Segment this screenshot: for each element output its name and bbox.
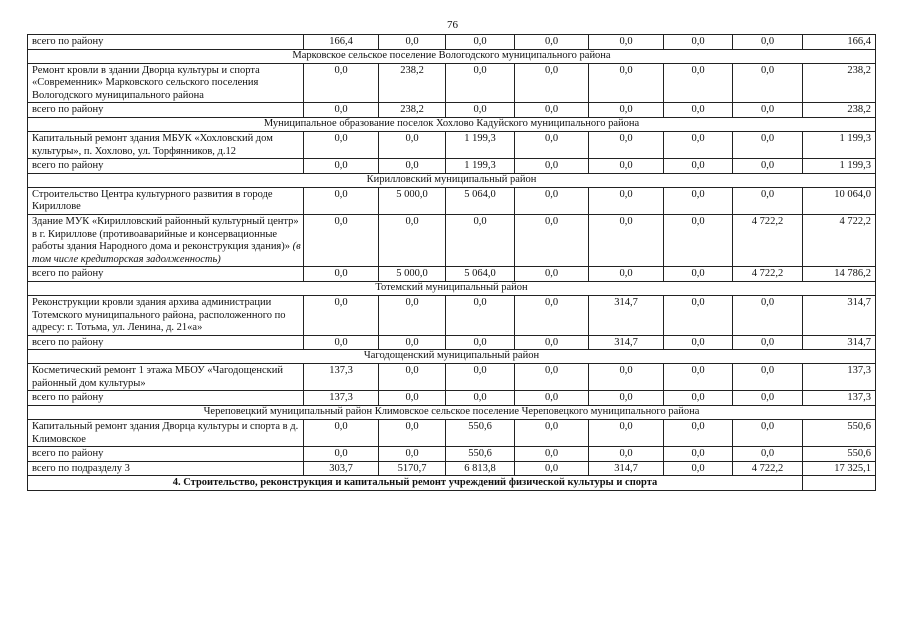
value-cell: 0,0 — [664, 187, 733, 214]
value-cell: 238,2 — [379, 63, 446, 103]
value-cell: 5 000,0 — [379, 267, 446, 282]
value-cell: 0,0 — [733, 335, 803, 350]
value-cell: 0,0 — [589, 187, 664, 214]
label-text: Реконструкции кровли здания архива администрации Тотемского муниципального района, расположенного по адресу: г. Тотьма, ул. Ленина, д. 21«а» — [32, 296, 286, 334]
total-label — [28, 35, 304, 50]
value-cell: 0,0 — [304, 159, 379, 174]
label-text: всего по району — [32, 336, 104, 348]
value-cell: 1 199,3 — [446, 131, 515, 158]
total-row — [28, 35, 876, 50]
value-cell: 0,0 — [664, 35, 733, 50]
item-label — [28, 295, 304, 335]
total-label — [28, 335, 304, 350]
value-cell: 0,0 — [515, 420, 589, 447]
item-label — [28, 420, 304, 447]
section-row — [28, 350, 876, 364]
table-row — [28, 63, 876, 103]
value-cell: 0,0 — [589, 447, 664, 462]
table-row — [28, 187, 876, 214]
value-cell: 4 722,2 — [733, 267, 803, 282]
total-row — [28, 447, 876, 462]
value-cell: 137,3 — [304, 364, 379, 391]
value-cell: 0,0 — [379, 214, 446, 266]
value-cell: 0,0 — [515, 295, 589, 335]
item-label — [28, 214, 304, 266]
value-cell: 0,0 — [664, 159, 733, 174]
label-text: Капитальный ремонт здания Дворца культуры и спорта в д. Климовское — [32, 421, 299, 445]
value-cell: 0,0 — [446, 391, 515, 406]
row-total-cell: 166,4 — [803, 35, 876, 50]
total-label — [28, 159, 304, 174]
value-cell: 5170,7 — [379, 461, 446, 476]
value-cell: 0,0 — [664, 63, 733, 103]
value-cell: 0,0 — [304, 103, 379, 118]
value-cell: 0,0 — [304, 335, 379, 350]
total-row — [28, 159, 876, 174]
value-cell: 0,0 — [379, 364, 446, 391]
label-text: всего по району — [32, 448, 104, 460]
label-text: Капитальный ремонт здания МБУК «Хохловский дом культуры», п. Хохлово, ул. Торфянников, д.12 — [32, 132, 273, 157]
section-title: Чагодощенский муниципальный район — [28, 350, 876, 364]
value-cell: 0,0 — [515, 335, 589, 350]
value-cell: 0,0 — [733, 187, 803, 214]
value-cell: 0,0 — [379, 447, 446, 462]
value-cell: 314,7 — [589, 335, 664, 350]
label-text: Строительство Центра культурного развития в городе Кириллове — [32, 188, 273, 213]
table-row — [28, 131, 876, 158]
total-label — [28, 447, 304, 462]
value-cell: 0,0 — [515, 159, 589, 174]
value-cell: 0,0 — [515, 187, 589, 214]
value-cell: 0,0 — [379, 295, 446, 335]
value-cell: 0,0 — [304, 447, 379, 462]
section-title: Муниципальное образование поселок Хохлово Кадуйского муниципального района — [28, 117, 876, 131]
value-cell: 0,0 — [446, 103, 515, 118]
section-title: Тотемский муниципальный район — [28, 281, 876, 295]
value-cell: 0,0 — [446, 214, 515, 266]
page-number: 76 — [447, 19, 458, 31]
value-cell: 0,0 — [664, 214, 733, 266]
section-row — [28, 281, 876, 295]
value-cell: 0,0 — [664, 103, 733, 118]
value-cell: 0,0 — [304, 214, 379, 266]
total-row — [28, 103, 876, 118]
item-label — [28, 187, 304, 214]
value-cell: 0,0 — [733, 63, 803, 103]
value-cell: 166,4 — [304, 35, 379, 50]
value-cell: 0,0 — [515, 461, 589, 476]
value-cell: 0,0 — [446, 63, 515, 103]
total-label — [28, 103, 304, 118]
value-cell: 0,0 — [733, 364, 803, 391]
subsection-heading: 4. Строительство, реконструкция и капитальный ремонт учреждений физической культуры и спорта — [28, 476, 803, 491]
value-cell: 0,0 — [733, 420, 803, 447]
table-row — [28, 214, 876, 266]
value-cell: 0,0 — [379, 391, 446, 406]
row-total-cell: 14 786,2 — [803, 267, 876, 282]
value-cell: 5 064,0 — [446, 267, 515, 282]
total-label — [28, 461, 304, 476]
item-label — [28, 364, 304, 391]
value-cell: 0,0 — [515, 364, 589, 391]
total-label — [28, 391, 304, 406]
table-body — [28, 35, 876, 491]
heading-row — [28, 476, 876, 491]
section-row — [28, 117, 876, 131]
value-cell: 137,3 — [304, 391, 379, 406]
row-total-cell: 314,7 — [803, 335, 876, 350]
value-cell: 0,0 — [589, 159, 664, 174]
value-cell: 550,6 — [446, 447, 515, 462]
row-total-cell: 10 064,0 — [803, 187, 876, 214]
value-cell: 0,0 — [664, 131, 733, 158]
value-cell: 0,0 — [304, 267, 379, 282]
total-row — [28, 391, 876, 406]
value-cell: 0,0 — [589, 103, 664, 118]
label-text: всего по району — [32, 104, 104, 116]
total-label — [28, 267, 304, 282]
label-text: всего по району — [32, 392, 104, 404]
value-cell: 314,7 — [589, 461, 664, 476]
row-total-cell: 17 325,1 — [803, 461, 876, 476]
row-total-cell: 1 199,3 — [803, 131, 876, 158]
value-cell: 0,0 — [446, 364, 515, 391]
value-cell: 0,0 — [664, 447, 733, 462]
value-cell: 0,0 — [733, 131, 803, 158]
value-cell: 0,0 — [515, 35, 589, 50]
value-cell: 0,0 — [515, 214, 589, 266]
section-row — [28, 173, 876, 187]
value-cell: 0,0 — [379, 420, 446, 447]
row-total-cell: 137,3 — [803, 364, 876, 391]
item-label — [28, 131, 304, 158]
section-row — [28, 406, 876, 420]
label-text: всего по району — [32, 36, 104, 47]
row-total-cell: 550,6 — [803, 447, 876, 462]
value-cell: 0,0 — [664, 420, 733, 447]
value-cell: 0,0 — [589, 364, 664, 391]
value-cell: 0,0 — [515, 447, 589, 462]
value-cell: 0,0 — [589, 267, 664, 282]
row-total-cell: 238,2 — [803, 63, 876, 103]
value-cell: 0,0 — [515, 267, 589, 282]
section-row — [28, 49, 876, 63]
value-cell: 0,0 — [304, 63, 379, 103]
total-row — [28, 461, 876, 476]
value-cell: 0,0 — [379, 159, 446, 174]
value-cell: 0,0 — [304, 187, 379, 214]
value-cell: 4 722,2 — [733, 461, 803, 476]
label-text: Здание МУК «Кирилловский районный культурный центр» в г. Кириллове (противоаварийные и консервационные работы здания Народного дома и реконструкция здания)» — [32, 215, 299, 253]
table-row — [28, 364, 876, 391]
row-total-cell: 137,3 — [803, 391, 876, 406]
value-cell: 0,0 — [664, 335, 733, 350]
value-cell: 238,2 — [379, 103, 446, 118]
value-cell: 6 813,8 — [446, 461, 515, 476]
label-text: всего по району — [32, 160, 104, 172]
value-cell: 0,0 — [589, 35, 664, 50]
item-label — [28, 63, 304, 103]
value-cell: 0,0 — [446, 35, 515, 50]
value-cell: 0,0 — [515, 131, 589, 158]
value-cell: 0,0 — [733, 35, 803, 50]
label-text: Ремонт кровли в здании Дворца культуры и спорта «Современник» Марковского сельского поселения Вологодского муниципального района — [32, 64, 260, 101]
value-cell: 0,0 — [304, 295, 379, 335]
value-cell: 0,0 — [446, 295, 515, 335]
value-cell: 0,0 — [379, 35, 446, 50]
value-cell: 0,0 — [589, 391, 664, 406]
value-cell: 0,0 — [664, 267, 733, 282]
value-cell: 314,7 — [589, 295, 664, 335]
section-title: Кирилловский муниципальный район — [28, 173, 876, 187]
value-cell: 0,0 — [446, 335, 515, 350]
row-total-cell: 1 199,3 — [803, 159, 876, 174]
value-cell: 4 722,2 — [733, 214, 803, 266]
value-cell: 0,0 — [304, 131, 379, 158]
label-text: всего по подразделу 3 — [32, 462, 130, 474]
row-total-cell: 550,6 — [803, 420, 876, 447]
value-cell: 5 000,0 — [379, 187, 446, 214]
value-cell: 0,0 — [733, 159, 803, 174]
value-cell: 0,0 — [589, 420, 664, 447]
value-cell: 0,0 — [664, 391, 733, 406]
row-total-cell: 4 722,2 — [803, 214, 876, 266]
value-cell: 0,0 — [515, 63, 589, 103]
row-total-cell: 314,7 — [803, 295, 876, 335]
value-cell: 0,0 — [733, 103, 803, 118]
value-cell: 0,0 — [733, 295, 803, 335]
budget-table — [27, 34, 876, 491]
label-text: всего по району — [32, 268, 104, 280]
value-cell: 0,0 — [304, 420, 379, 447]
value-cell: 0,0 — [379, 131, 446, 158]
value-cell: 0,0 — [733, 391, 803, 406]
row-total-cell: 238,2 — [803, 103, 876, 118]
value-cell: 0,0 — [664, 295, 733, 335]
label-note: (в том числе кредиторская задолженность) — [32, 241, 301, 265]
value-cell: 0,0 — [733, 447, 803, 462]
value-cell: 0,0 — [589, 63, 664, 103]
value-cell: 0,0 — [664, 461, 733, 476]
value-cell: 1 199,3 — [446, 159, 515, 174]
value-cell: 0,0 — [515, 103, 589, 118]
table-row — [28, 295, 876, 335]
total-row — [28, 335, 876, 350]
value-cell: 0,0 — [589, 214, 664, 266]
value-cell: 550,6 — [446, 420, 515, 447]
value-cell: 0,0 — [515, 391, 589, 406]
label-text: Косметический ремонт 1 этажа МБОУ «Чагодощенский районный дом культуры» — [32, 365, 283, 389]
table-row — [28, 420, 876, 447]
section-title: Марковское сельское поселение Вологодского муниципального района — [28, 49, 876, 63]
section-title: Череповецкий муниципальный район Климовское сельское поселение Череповецкого муниципального района — [28, 406, 876, 420]
value-cell: 0,0 — [379, 335, 446, 350]
value-cell: 303,7 — [304, 461, 379, 476]
value-cell: 0,0 — [664, 364, 733, 391]
value-cell: 5 064,0 — [446, 187, 515, 214]
empty-cell — [803, 476, 876, 491]
value-cell: 0,0 — [589, 131, 664, 158]
total-row — [28, 267, 876, 282]
